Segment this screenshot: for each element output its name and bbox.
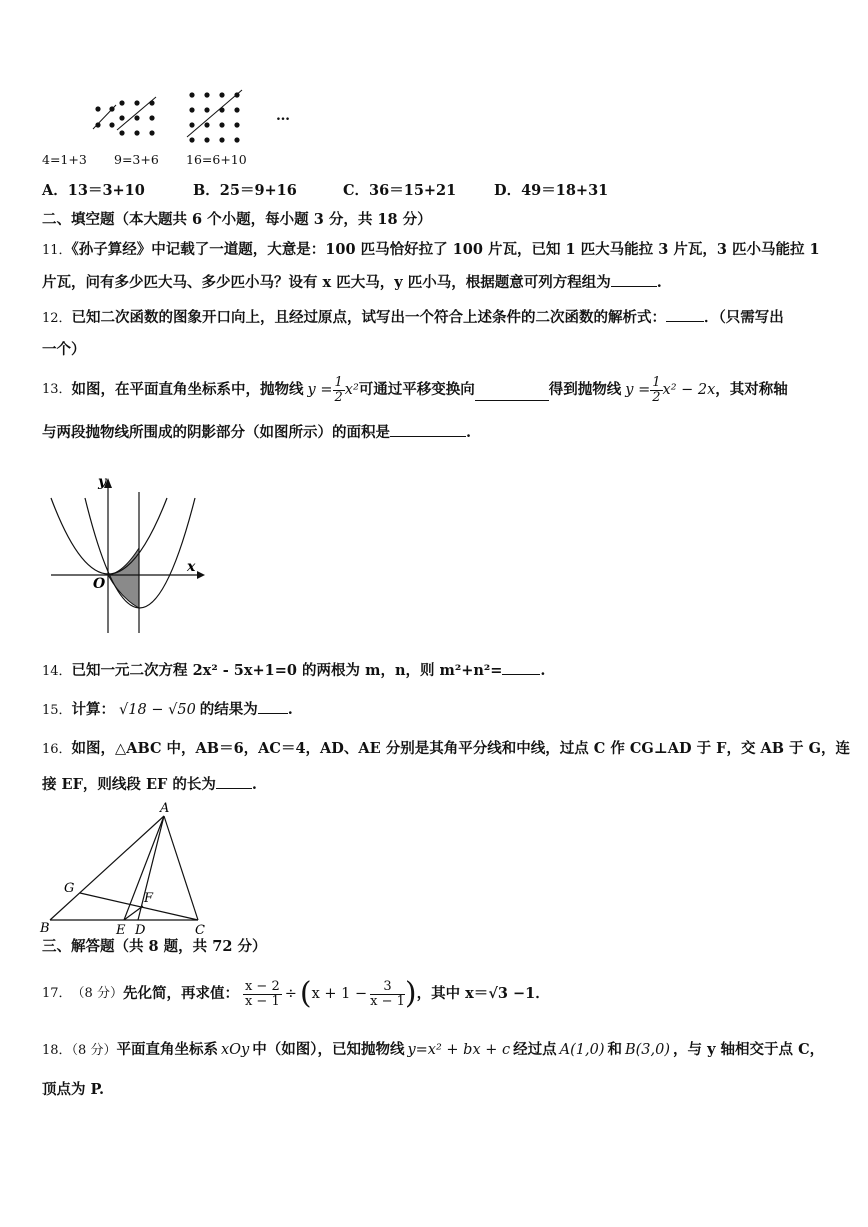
label-d: D [135,923,146,938]
section3-title: 三、解答题（共 8 题，共 72 分） [42,938,267,955]
option-d: D．49＝18+31 [494,182,609,199]
label-c: C [195,923,205,938]
q16-answer-blank[interactable] [216,774,252,789]
q16-line2: 接 EF，则线段 EF 的长为 . [42,776,257,793]
q17-line: 17． （8 分） 先化简，再求值： $\frac{x - 2}{x - 1}$ ÷ ( x + 1 − $\frac{3}{x - 1}$ ) ，其中 x＝ √3 −1． [42,976,550,1011]
label-g: G [64,881,75,896]
q16-triangle-figure [38,796,218,938]
label-f: F [144,891,154,906]
dot-group-3 [187,90,242,143]
side-ac [164,816,198,920]
q11-line1: 11．《孙子算经》中记载了一道题，大意是：100 匹马恰好拉了 100 片瓦，已知 1 匹大马能拉 3 片瓦，3 匹小马能拉 1 [42,241,820,258]
dot-figure-ellipsis: … [276,108,290,124]
dot-pattern-figure [40,85,310,145]
label-e: E [116,923,126,938]
label-a: A [160,801,170,816]
q13-area-blank[interactable] [390,422,466,437]
label-b: B [40,921,50,936]
dot-caption-1: 4=1+3 [42,152,87,167]
x-axis-arrow [197,571,205,579]
dot-group-2 [117,97,156,136]
q11-answer-blank[interactable] [611,272,657,287]
q14-answer-blank[interactable] [502,660,540,675]
q14-line: 14．已知一元二次方程 2x² - 5x+1=0 的两根为 m，n，则 m²+n²= . [42,662,546,679]
option-a: A．13＝3+10 [42,182,145,199]
graph-label-y: y [98,474,107,490]
dot-caption-3: 16=6+10 [186,152,247,167]
q12-line2: 一个） [42,341,86,358]
q18-line2: 顶点为 P. [42,1081,105,1098]
q15-answer-blank[interactable] [258,699,288,714]
option-c: C．36＝15+21 [343,182,457,199]
graph-label-x: x [187,559,196,575]
q16-line1: 16．如图，△ABC 中，AB＝6，AC＝4，AD、AE 分别是其角平分线和中线，过点 C 作 CG⊥AD 于 F，交 AB 于 G，连 [42,740,850,757]
q12-line1: 12．已知二次函数的图象开口向上，且经过原点，试写出一个符合上述条件的二次函数的解析式： ．（只需写出 [42,309,784,326]
q12-answer-blank[interactable] [666,307,704,322]
dot-caption-2: 9=3+6 [114,152,159,167]
q13-direction-blank[interactable] [475,386,549,401]
q13-line2: 与两段抛物线所围成的阴影部分（如图所示）的面积是 . [42,424,472,441]
q13-parabola-graph [45,470,205,640]
parabola-1 [51,498,167,574]
dot-group-1 [93,105,116,129]
section2-title: 二、填空题（本大题共 6 个小题，每小题 3 分，共 18 分） [42,211,432,228]
q15-line: 15．计算： √18 − √50 的结果为 . [42,701,293,718]
q18-line1: 18．（8 分）平面直角坐标系 xOy 中（如图），已知抛物线 y=x² + bx + c 经过点 A(1,0) 和 B(3,0) ，与 y 轴相交于点 C， [42,1041,825,1058]
q17-fraction-1: $\frac{x - 2}{x - 1}$ [244,978,280,1009]
q11-line2: 片瓦，问有多少匹大马、多少匹小马？设有 x 匹大马，y 匹小马，根据题意可列方程组为 . [42,274,662,291]
q13-fraction-1: $\frac{1}{2}$ [334,374,343,405]
q13-line1: 13． 如图，在平面直角坐标系中，抛物线 y = $\frac{1}{2}$ x² 可通过平移变换向 得到抛物线 y = $\frac{1}{2}$ x² − 2x ，其对称轴 [42,374,788,405]
q17-fraction-2: $\frac{3}{x - 1}$ [370,978,405,1009]
graph-label-origin: O [93,576,106,592]
q13-fraction-2: $\frac{1}{2}$ [652,374,661,405]
option-b: B．25＝9+16 [193,182,297,199]
